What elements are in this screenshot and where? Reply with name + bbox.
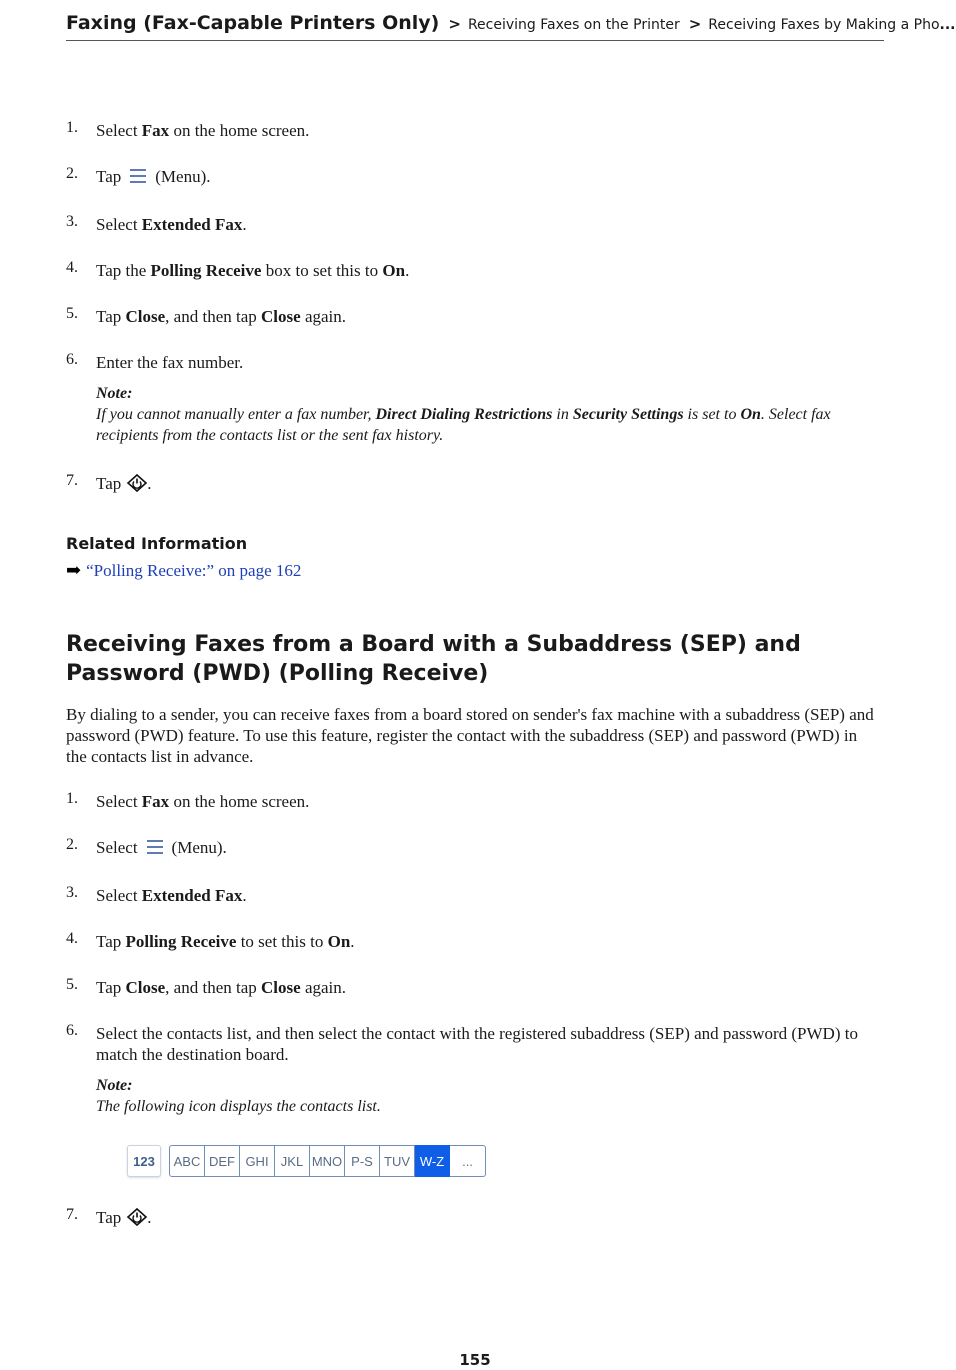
step-item [66, 931, 886, 952]
ui-term: Extended Fax [141, 215, 243, 234]
step-text: Select [96, 838, 138, 857]
step-item [66, 166, 886, 189]
step-item [66, 214, 886, 235]
ui-term: On [382, 261, 406, 280]
step-text: Tap [96, 978, 126, 997]
step-text: Select [96, 215, 142, 234]
step-text: again. [300, 307, 347, 326]
contacts-index-bar [127, 1145, 886, 1177]
step-item [66, 977, 886, 998]
step-text: . [147, 1208, 152, 1227]
step-item [66, 791, 886, 812]
step-number: 5. [66, 976, 78, 993]
section-intro: By dialing to a sender, you can receive faxes from a board stored on sender's fax machine with a subaddress (SEP) and password (PWD) feature. To use this feature, register the contact with the subaddress (SEP) and password (PWD) in the contacts list in advance. [66, 705, 874, 766]
ui-term: Close [125, 978, 166, 997]
start-icon [127, 474, 147, 497]
step-number: 4. [66, 930, 78, 947]
step-item [66, 120, 886, 141]
note-text: in [552, 406, 573, 423]
contacts-numeric-key[interactable]: 123 [127, 1145, 161, 1177]
contacts-key-def[interactable]: DEF [205, 1145, 240, 1177]
step-text: Enter the fax number. [96, 353, 244, 372]
step-number: 7. [66, 472, 78, 489]
step-item [66, 1023, 886, 1177]
step-text: Select [96, 792, 142, 811]
step-number: 3. [66, 213, 78, 230]
note-text: The following icon displays the contacts list. [96, 1098, 381, 1115]
breadcrumb-item-receiving-faxes[interactable]: Receiving Faxes on the Printer [467, 17, 680, 33]
section-title: Receiving Faxes from a Board with a Subaddress (SEP) and Password (PWD) (Polling Receive) [66, 632, 801, 686]
step-text: . [405, 261, 410, 280]
menu-icon [146, 839, 164, 860]
contacts-key-jkl[interactable]: JKL [275, 1145, 310, 1177]
step-text: on the home screen. [169, 121, 310, 140]
ui-term: Close [261, 307, 301, 326]
step-text: again. [300, 978, 347, 997]
step-number: 4. [66, 259, 78, 276]
step-text: Select [96, 121, 142, 140]
contacts-key-p-s[interactable]: P-S [345, 1145, 380, 1177]
step-item [66, 260, 886, 281]
ui-term: Close [261, 978, 301, 997]
step-item [66, 306, 886, 327]
step-item [66, 352, 886, 446]
step-text: to set this to [236, 932, 328, 951]
ui-term: Polling Receive [150, 261, 262, 280]
step-number: 1. [66, 119, 78, 136]
contacts-key-w-z[interactable]: W-Z [415, 1145, 450, 1177]
step-number: 2. [66, 836, 78, 853]
note-term: Security Settings [572, 406, 684, 423]
menu-icon [129, 168, 147, 189]
step-text: . [242, 215, 247, 234]
arrow-right-icon: ➡ [66, 560, 82, 580]
ui-term: Fax [141, 792, 170, 811]
step-item [66, 837, 886, 860]
note-box [96, 383, 886, 446]
step-text: Tap the [96, 261, 151, 280]
note-term: On [740, 406, 761, 423]
contacts-key-more[interactable]: ... [450, 1145, 486, 1177]
procedure-steps-second [66, 791, 886, 1256]
step-text: , and then tap [165, 978, 262, 997]
breadcrumb-ellipsis: ... [939, 17, 956, 33]
breadcrumb-separator: > [688, 15, 702, 33]
note-text: is set to [683, 406, 741, 423]
breadcrumb [66, 12, 956, 41]
breadcrumb-separator: > [448, 15, 461, 33]
procedure-steps-first [66, 120, 886, 522]
step-text: (Menu). [171, 838, 227, 857]
step-text: Tap [96, 474, 122, 493]
contacts-key-ghi[interactable]: GHI [240, 1145, 275, 1177]
start-icon [127, 1208, 147, 1231]
related-information [66, 534, 886, 581]
step-text: Tap [96, 167, 122, 186]
ui-term: Polling Receive [125, 932, 237, 951]
polling-receive-link[interactable]: “Polling Receive:” on page 162 [86, 560, 302, 580]
step-item [66, 1207, 886, 1231]
ui-term: Close [125, 307, 166, 326]
contacts-key-tuv[interactable]: TUV [380, 1145, 415, 1177]
ui-term: Extended Fax [141, 886, 243, 905]
step-text: Tap [96, 307, 126, 326]
breadcrumb-item-receiving-by-phone[interactable]: Receiving Faxes by Making a Pho [708, 17, 940, 33]
related-information-title: Related Information [66, 534, 248, 553]
step-text: . [350, 932, 355, 951]
step-text: box to set this to [261, 261, 383, 280]
step-text: . [242, 886, 247, 905]
step-text: on the home screen. [169, 792, 310, 811]
step-item [66, 885, 886, 906]
step-number: 3. [66, 884, 78, 901]
step-number: 6. [66, 351, 78, 368]
note-text: If you cannot manually enter a fax number, [96, 406, 376, 423]
step-text: Select [96, 886, 142, 905]
note-box [96, 1075, 886, 1117]
step-text: . [147, 474, 152, 493]
ui-term: Fax [141, 121, 170, 140]
chapter-title: Faxing (Fax-Capable Printers Only) [66, 12, 440, 34]
step-number: 5. [66, 305, 78, 322]
ui-term: On [327, 932, 351, 951]
note-label: Note: [96, 1077, 133, 1094]
note-term: Direct Dialing Restrictions [375, 406, 553, 423]
step-item [66, 473, 886, 497]
step-number: 1. [66, 790, 78, 807]
step-number: 6. [66, 1022, 78, 1039]
step-number: 7. [66, 1206, 78, 1223]
step-text: (Menu). [155, 167, 211, 186]
contacts-key-mno[interactable]: MNO [310, 1145, 345, 1177]
contacts-key-abc[interactable]: ABC [169, 1145, 205, 1177]
note-label: Note: [96, 385, 133, 402]
step-text: Tap [96, 932, 126, 951]
page-number: 155 [459, 1351, 491, 1369]
step-text: Tap [96, 1208, 122, 1227]
step-text: , and then tap [165, 307, 262, 326]
step-number: 2. [66, 165, 78, 182]
note-text: . Select fax recipients from the contacts list or the sent fax history. [96, 406, 831, 444]
related-link-row [66, 560, 886, 581]
step-text: Select the contacts list, and then select the contact with the registered subaddress (SEP) and password (PWD) to match the destination board. [96, 1024, 858, 1064]
